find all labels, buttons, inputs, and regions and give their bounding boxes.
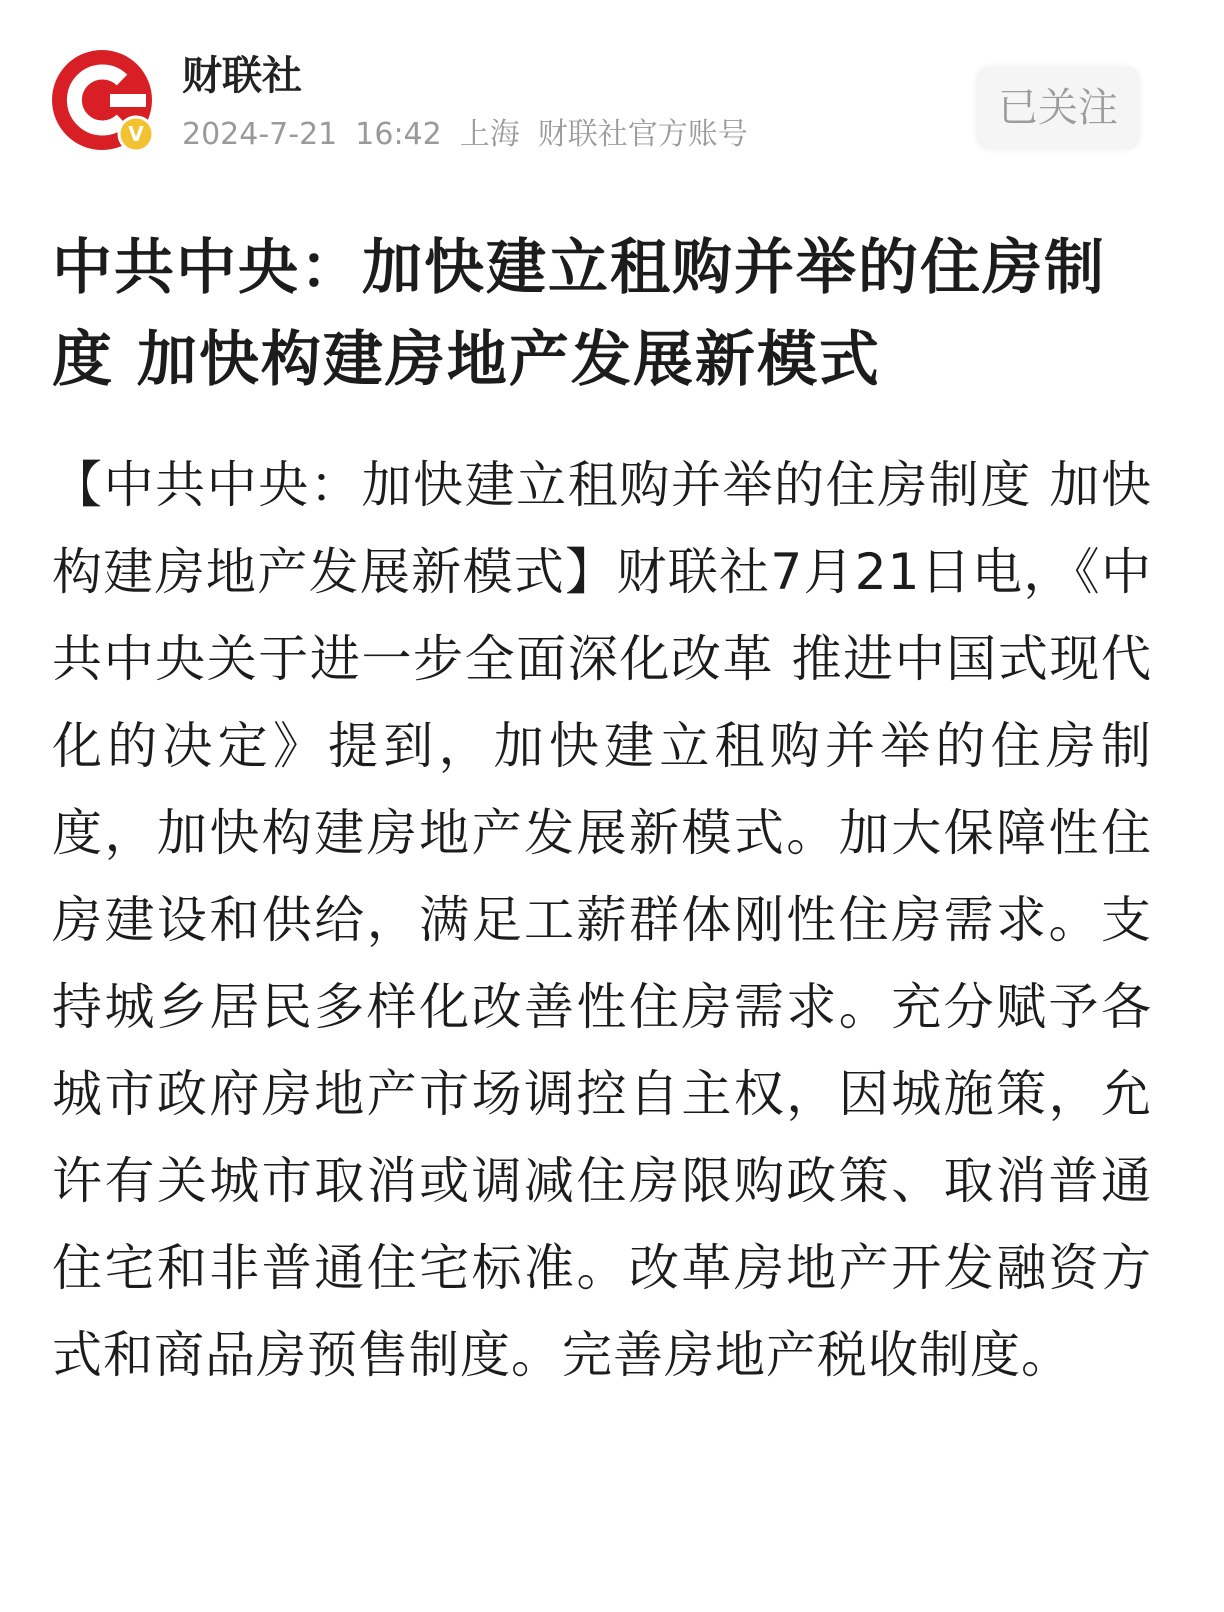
- cls-logo-icon: [52, 50, 156, 154]
- verified-badge-icon: [119, 117, 153, 151]
- post-meta: [182, 115, 766, 155]
- author-name[interactable]: 财联社: [182, 53, 302, 99]
- author-avatar[interactable]: [52, 50, 156, 154]
- post-location: 上海: [459, 117, 520, 152]
- article-body: 【中共中央：加快建立租购并举的住房制度 加快构建房地产发展新模式】财联社7月21日电，《中共中央关于进一步全面深化改革 推进中国式现代化的决定》提到，加快建立租购并举的住房制度，加快构建房地产发展新模式。加大保障性住房建设和供给，满足工薪群体刚性住房需求。支持城乡居民多样化改善性住房需求。充分赋予各城市政府房地产市场调控自主权，因城施策，允许有关城市取消或调减住房限购政策、取消普通住宅和非普通住宅标准。改革房地产开发融资方式和商品房预售制度。完善房地产税收制度。: [52, 456, 1152, 1384]
- article-header: [0, 0, 1224, 180]
- post-time: 16:42: [355, 117, 442, 152]
- verified-badge-label: V: [128, 122, 144, 146]
- post-date: 2024-7-21: [182, 117, 338, 152]
- follow-button[interactable]: 已关注: [976, 66, 1140, 150]
- article-title: 中共中央：加快建立租购并举的住房制度 加快构建房地产发展新模式: [52, 233, 1106, 395]
- account-type: 财联社官方账号: [537, 117, 748, 152]
